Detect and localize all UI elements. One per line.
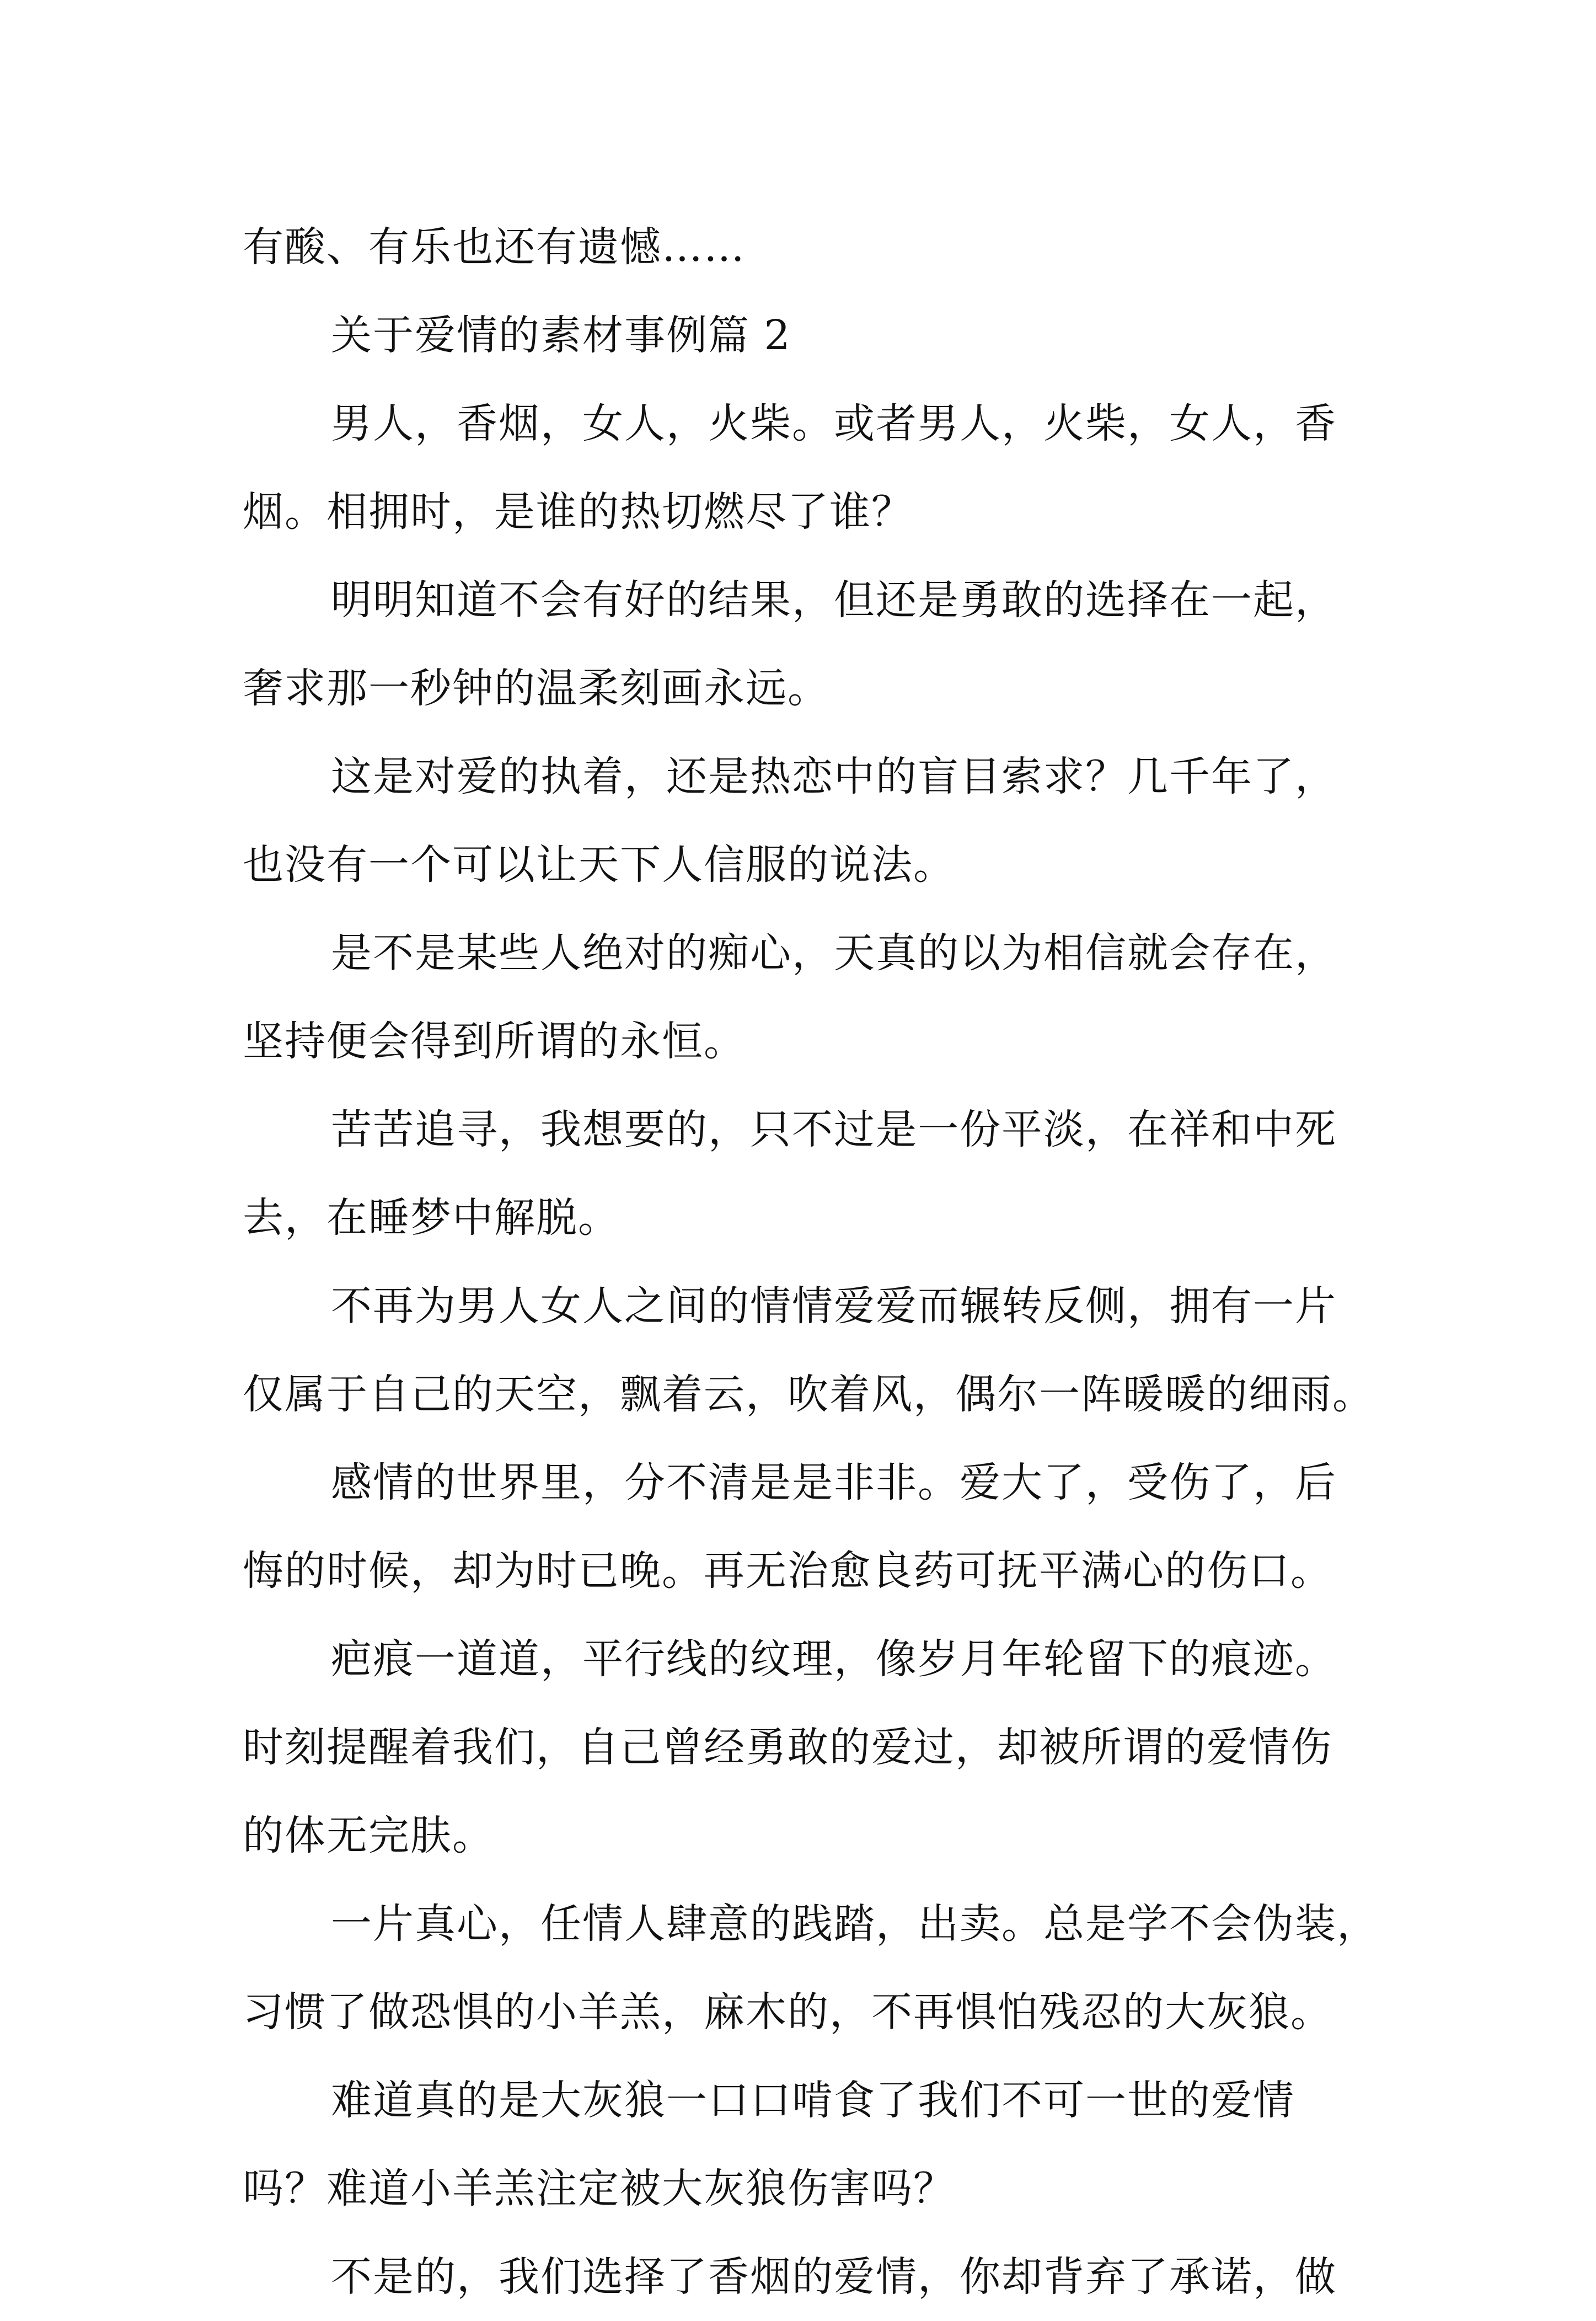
text-line: 时刻提醒着我们，自己曾经勇敢的爱过，却被所谓的爱情伤 <box>243 1724 1332 1771</box>
text-line: 有酸、有乐也还有遗憾…… <box>243 223 746 271</box>
text-line: 的体无完肤。 <box>243 1812 494 1859</box>
text-line: 是不是某些人绝对的痴心，天真的以为相信就会存在， <box>331 929 1337 977</box>
text-line: 男人，香烟，女人，火柴。或者男人，火柴，女人，香 <box>331 400 1337 447</box>
text-line: 也没有一个可以让天下人信服的说法。 <box>243 841 955 889</box>
text-line: 吗？难道小羊羔注定被大灰狼伤害吗？ <box>243 2165 955 2212</box>
text-line: 不再为男人女人之间的情情爱爱而辗转反侧，拥有一片 <box>331 1282 1337 1330</box>
text-line: 一片真心，任情人肆意的践踏，出卖。总是学不会伪装， <box>331 1900 1379 1948</box>
text-line: 难道真的是大灰狼一口口啃食了我们不可一世的爱情 <box>331 2077 1295 2124</box>
text-line: 习惯了做恐惧的小羊羔，麻木的，不再惧怕残忍的大灰狼。 <box>243 1988 1332 2036</box>
text-line: 奢求那一秒钟的温柔刻画永远。 <box>243 665 829 712</box>
text-line: 仅属于自己的天空，飘着云，吹着风，偶尔一阵暖暖的细雨。 <box>243 1371 1374 1418</box>
document-body <box>243 203 1379 2321</box>
text-line: 不是的，我们选择了香烟的爱情，你却背弃了承诺，做 <box>331 2253 1337 2301</box>
text-line: 悔的时候，却为时已晚。再无治愈良药可抚平满心的伤口。 <box>243 1547 1332 1595</box>
text-line: 坚持便会得到所谓的永恒。 <box>243 1018 746 1065</box>
text-line: 疤痕一道道，平行线的纹理，像岁月年轮留下的痕迹。 <box>331 1635 1337 1683</box>
section-heading: 关于爱情的素材事例篇 2 <box>331 312 791 359</box>
text-line: 烟。相拥时，是谁的热切燃尽了谁？ <box>243 488 913 536</box>
text-line: 感情的世界里，分不清是是非非。爱大了，受伤了，后 <box>331 1459 1337 1506</box>
text-line: 苦苦追寻，我想要的，只不过是一份平淡，在祥和中死 <box>331 1106 1337 1153</box>
text-line: 明明知道不会有好的结果，但还是勇敢的选择在一起， <box>331 576 1337 624</box>
text-line: 去，在睡梦中解脱。 <box>243 1194 620 1242</box>
text-line: 这是对爱的执着，还是热恋中的盲目索求？几千年了， <box>331 753 1337 800</box>
